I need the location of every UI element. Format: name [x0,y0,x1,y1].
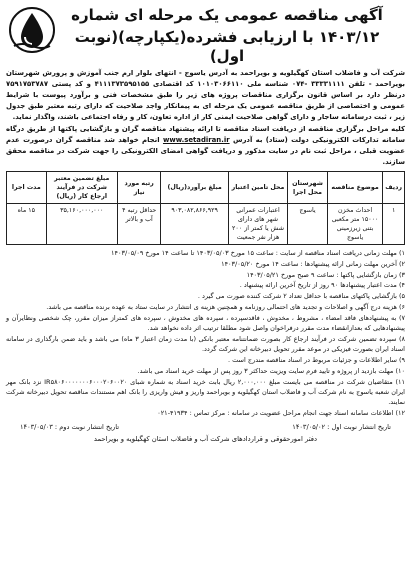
notice-title-line1: آگهی مناقصه عمومی یک مرحله ای شماره [71,6,383,24]
col-header-grade: رتبه مورد نیاز [117,172,160,204]
conditions-list [6,248,405,418]
cell-grade: حداقل رتبه ۴ آب و بالاتر [117,204,160,245]
col-header-city: شهرستان محل اجرا [288,172,328,204]
cell-row-no: ۱ [383,204,405,245]
publish-dates [6,422,405,432]
cell-guarantee: ۳۵,۱۶۰,۰۰۰,۰۰۰ [46,204,117,245]
cell-duration: ۱۵ ماه [7,204,47,245]
list-item: ۴) مدت اعتبار پیشنهادها ۹۰ روز از تاریخ آخرین ارائه پیشنهاد . [239,281,405,290]
list-item: ۲) آخرین مهلت زمانی ارائه پیشنهادها : ساعت ۱۴ مورخ ۱۴۰۳/۰۵/۲۰ [221,259,405,268]
table-header-row [7,172,405,204]
cell-funding: اعتبارات عمرانی شهر های دارای شش یا کمتر از ۲۰۰ هزار نفر جمعیت [228,204,287,245]
list-item: ۱) مهلت زمانی دریافت اسناد مناقصه از سایت : ساعت ۱۵ مورخ ۱۴۰۳/۰۵/۰۳ تا ساعت ۱۴ مورخ ۱۴۰۳/۰۵/۰۹ [111,249,405,257]
intro-setad-text-before: کلیه مراحل برگزاری مناقصه از دریافت اسناد مناقصه تا ارائه پیشنهاد مناقصه گران و بازگشایی پاکتها از طریق درگاه سامانه تدارکات الکترونیکی دولت (ستاد) به آدرس [6,125,406,144]
col-header-row-no: ردیف [383,172,405,204]
list-item: ۵) بازگشایی پاکتهای مناقصه با حداقل تعداد ۲ شرکت کننده صورت می گیرد . [197,292,405,301]
setad-link[interactable]: www.setadiran.ir [162,136,230,144]
list-item: ۱۲) اطلاعات سامانه اسناد جهت انجام مراحل عضویت در سامانه : مرکز تماس : ۴۱۹۳۴-۰۲۱ [157,408,405,417]
col-header-funding: محل تامین اعتبار [228,172,287,204]
list-item: ۱۱) متقاضیان شرکت در مناقصه می بایست مبلغ ۲,۰۰۰,۰۰۰ ریال بابت خرید اسناد به شماره شبای IR۵۸۰۶۰۰۰۰۰۰۰۶۰۰۰۲۰۶۰۰۲۰ نزد بانک مهر ایران شعبه یاسوج به نام شرکت آب و فاضلاب استان کهگیلویه و بویراحمد واریز و فیش واریزی را بانک اهم مستندات مناقصه تحویل دبیرخانه شرکت نمایند. [6,377,405,407]
notice-header [6,4,405,66]
list-item: ۶) هزینه درج آگهی و اصلاحات و تجدید های احتمالی روزنامه و همچنین هزینه ی انتشار در سایت ستاد به عهده برنده مناقصه می باشد. [46,302,405,311]
cell-city: یاسوج [288,204,328,245]
list-item: ۹) سایر اطلاعات و جزئیات مربوط در اسناد مناقصه مندرج است . [228,355,405,364]
intro-paragraph-setad [6,124,405,168]
col-header-guarantee: مبلغ تضمین معتبر شرکت در فرآیند ارجاع کار (ریال) [46,172,117,204]
water-company-logo-icon [8,6,56,54]
cell-subject: احداث مخزن ۱۵۰۰۰ متر مکعبی بتنی زیرزمینی یاسوج [327,204,382,245]
list-item: ۷) به پیشنهادهای فاقد امضاء ، مشروط ، مخدوش ، فاقدسپرده ، سپرده های مخدوش ، سپرده های کمتراز میزان مقرر، چک شخصی ونظایرآن و پیشنهادهایی که بعدازانقضاء مدت مقرر درفراخوان واصل شود مطلقا ترتیب اثر داده نخواهد شد. [6,313,405,333]
col-header-subject: موضوع مناقصه [327,172,382,204]
col-header-duration: مدت اجرا [7,172,47,204]
list-item: ۳) زمان بازگشایی پاکتها : ساعت ۹ صبح مورخ ۱۴۰۳/۰۵/۲۱ [246,270,405,279]
intro-setad-text-after: انجام خواهد شد مناقصه گران درصورت عدم عضویت قبلی ، مراحل ثبت نام در سایت مذکور و دریافت گواهی امضای الکترونیکی را جهت شرکت در مناقصه محقق سازند. [6,136,405,166]
col-header-estimate: مبلغ برآورد(ریال) [161,172,228,204]
intro-paragraph: شرکت آب و فاضلاب استان کهگیلویه و بویراحمد به آدرس یاسوج - انتهای بلوار ارم جنب آموزش و پرورش شهرستان بویراحمد - تلفن ۳۳۳۳۱۱۱۱ -۰۷۴ شناسه ملی ۱۰۱۰۳۰۶۶۱۱۰ کد اقتصادی ۴۱۱۱۳۷۳۵۹۵۱۵۵ و کد پستی ۷۵۹۱۷۵۳۷۸۷ درنظر دارد بر اساس قانون برگزاری مناقصات پروژه های زیر را طبق مشخصات فنی و برآورد پیوست با شرایط عمومی و اختصاصی از طریق مناقصه عمومی یک مرحله ای به پیمانکار واجد صلاحیت که دارای رتبه معتبر طبق جدول زیر ، ثبت درسامانه ساجار و دارای گواهی صلاحیت ایمنی کار از اداره تعاون، کار و رفاه اجتماعی باشند، واگذار نماید. [6,69,406,121]
first-publish-date: تاریخ انتشار نوبت اول : ۱۴۰۳/۰۵/۰۲ [292,423,391,432]
list-item: ۱۰) مهلت بازدید از پروژه و تایید فرم سایت ویزیت حداکثر ۳ روز پس از مهلت خرید اسناد می باشد. [137,366,405,375]
second-publish-date: تاریخ انتشار نوبت دوم : ۱۴۰۳/۰۵/۰۳ [20,423,120,432]
list-item: ۸) سپرده تضمین شرکت در فرآیند ارجاع کار بصورت ضمانتنامه معتبر بانکی (با مدت زمان اعتبار ۳ ماه) می باشد و باید ضمن بارگذاری در سامانه اسناد ایران بصورت فیزیکی در موعد مقرر تحویل دبیرخانه این شرکت گردد. [6,334,405,354]
cell-estimate: ۹۰۳,۰۸۲,۸۶۶,۹۲۹ [161,204,228,245]
notice-title-line2: ۱۴۰۳/۱۲ با ارزیابی فشرده(یکپارچه)(نوبت اول) [74,28,380,65]
tender-table [6,171,405,245]
table-row [7,204,405,245]
footer-signature: دفتر امورحقوقی و قراردادهای شرکت آب و فاضلاب استان کهگیلویه و بویراحمد [93,435,318,444]
